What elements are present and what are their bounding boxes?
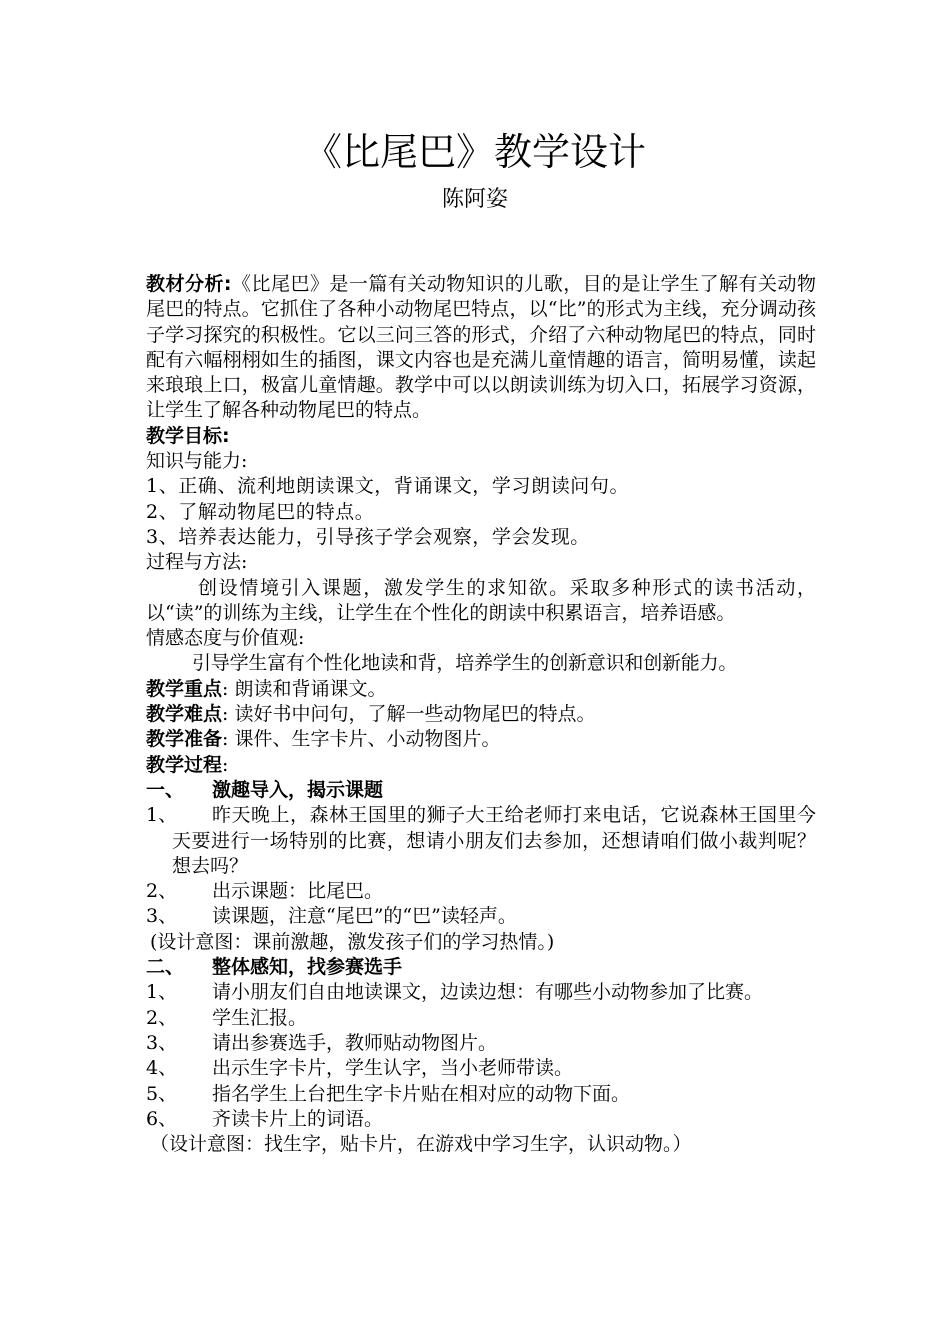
list-item [146, 980, 816, 1005]
analysis-paragraph [146, 272, 816, 424]
item-text: 读课题，注意“尾巴”的“巴”读轻声。 [212, 905, 517, 928]
process-label: 教学过程 [146, 753, 223, 776]
item-text: 请出参赛选手，教师贴动物图片。 [212, 1031, 498, 1054]
analysis-text: 《比尾巴》是一篇有关动物知识的儿歌，目的是让学生了解有关动物尾巴的特点。它抓住了各种小动物尾巴特点，以“比”的形式为主线，充分调动孩子学习探究的积极性。它以三问三答的形式，介绍了六种动物尾巴的特点，同时配有六幅栩栩如生的插图，课文内容也是充满儿童情趣的语言，简明易懂，读起来琅琅上口，极富儿童情趣。教学中可以以朗读训练为切入口，拓展学习资源，让学生了解各种动物尾巴的特点。 [146, 273, 816, 422]
item-number: 1、 [146, 981, 178, 1004]
item-text: 出示课题：比尾巴。 [212, 880, 384, 903]
item-text: 昨天晚上，森林王国里的狮子大王给老师打来电话，它说森林王国里今天要进行一场特别的比赛，想请小朋友们去参加，还想请咱们做小裁判呢？想去吗？ [172, 804, 816, 877]
list-item [146, 1056, 816, 1081]
item-text: 请小朋友们自由地读课文，边读边想：有哪些小动物参加了比赛。 [212, 981, 764, 1004]
item-number: 4、 [146, 1057, 178, 1080]
item-number: 6、 [146, 1107, 178, 1130]
list-item [146, 1082, 816, 1107]
process-heading [146, 753, 816, 778]
design-note: （设计意图：找生字，贴卡片，在游戏中学习生字，认识动物。） [150, 1133, 692, 1156]
process-colon: : [222, 753, 229, 776]
section-number: 二、 [146, 956, 185, 979]
document-title: 《比尾巴》教学设计 [303, 130, 646, 174]
item-text: 指名学生上台把生字卡片贴在相对应的动物下面。 [212, 1082, 631, 1105]
design-note: (设计意图：课前激趣，激发孩子们的学习热情。) [150, 930, 555, 953]
key-point-label: 教学重点 [146, 677, 223, 700]
key-point-line [146, 677, 816, 702]
knowledge-item: 2、了解动物尾巴的特点。 [146, 500, 375, 523]
item-number: 2、 [146, 880, 178, 903]
section-title: 激趣导入，揭示课题 [212, 778, 384, 801]
process-method-text: 创设情境引入课题，激发学生的求知欲。采取多种形式的读书活动，以“读”的训练为主线，让学生在个性化的朗读中积累语言，培养语感。 [146, 576, 816, 624]
key-point-text: : 朗读和背诵课文。 [222, 677, 387, 700]
emotion-text: 引导学生富有个性化地读和背，培养学生的创新意识和创新能力。 [192, 652, 738, 675]
item-text: 出示生字卡片，学生认字，当小老师带读。 [212, 1057, 574, 1080]
list-item [146, 803, 816, 879]
list-item [146, 904, 816, 929]
list-item [146, 879, 816, 904]
author-name: 陈阿姿 [441, 187, 508, 212]
knowledge-item: 1、正确、流利地朗读课文，背诵课文，学习朗读问句。 [146, 475, 630, 498]
difficulty-text: : 读好书中问句，了解一些动物尾巴的特点。 [222, 703, 596, 726]
knowledge-item: 3、培养表达能力，引导孩子学会观察，学会发现。 [146, 525, 590, 548]
emotion-label: 情感态度与价值观: [146, 627, 305, 650]
item-text: 齐读卡片上的词语。 [212, 1107, 384, 1130]
section-number: 一、 [146, 778, 185, 801]
item-number: 5、 [146, 1082, 178, 1105]
knowledge-label: 知识与能力: [146, 450, 248, 473]
difficulty-label: 教学难点 [146, 703, 223, 726]
list-item [146, 1107, 816, 1132]
list-item [146, 1006, 816, 1031]
list-item [146, 1031, 816, 1056]
analysis-label: 教材分析: [146, 273, 232, 295]
goals-heading: 教学目标: [146, 424, 230, 447]
difficulty-line [146, 702, 816, 727]
item-number: 3、 [146, 905, 178, 928]
item-number: 1、 [146, 804, 178, 827]
item-number: 3、 [146, 1031, 178, 1054]
section-heading [146, 778, 816, 803]
item-number: 2、 [146, 1006, 178, 1029]
preparation-text: : 课件、生字卡片、小动物图片。 [222, 728, 501, 751]
section-title: 整体感知，找参赛选手 [212, 956, 403, 979]
preparation-label: 教学准备 [146, 728, 223, 751]
process-method-label: 过程与方法: [146, 551, 248, 574]
preparation-line [146, 727, 816, 752]
section-heading [146, 955, 816, 980]
document-body [146, 272, 816, 1157]
item-text: 学生汇报。 [212, 1006, 308, 1029]
